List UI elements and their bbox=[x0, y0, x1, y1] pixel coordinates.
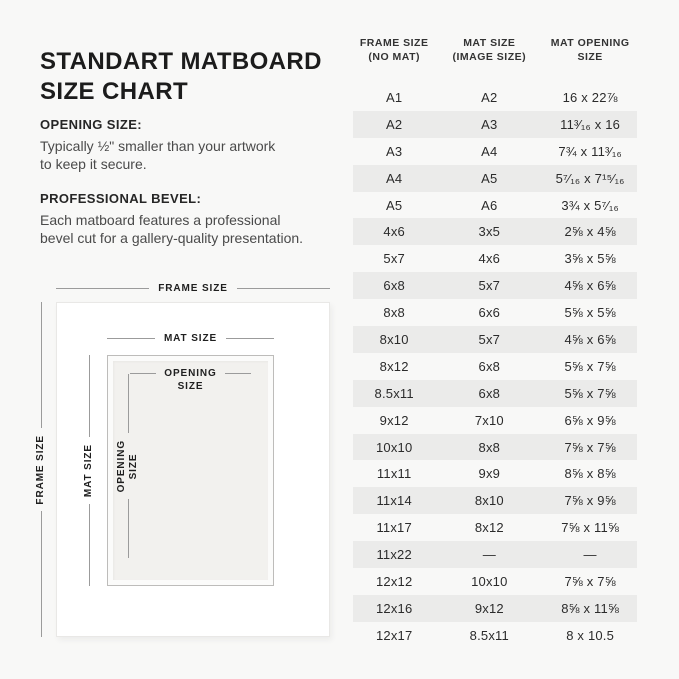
page-title-line1: STANDART MATBOARD bbox=[40, 48, 322, 76]
column-header-mat-opening-size bbox=[543, 36, 637, 64]
cell-frame-size: 12x12 bbox=[375, 573, 413, 589]
mat-size-label-text: MAT SIZE bbox=[163, 333, 218, 344]
cell-frame-size: A5 bbox=[386, 197, 403, 213]
cell-frame-size: A3 bbox=[386, 143, 403, 159]
opening-size-label-text: SIZE bbox=[177, 381, 204, 392]
cell-mat-size: 9x9 bbox=[478, 466, 501, 482]
cell-frame-size: 8.5x11 bbox=[374, 385, 414, 401]
cell-frame-size: 10x10 bbox=[375, 439, 413, 455]
cell-mat-opening-size: 5⅝ x 5⅝ bbox=[564, 305, 616, 321]
cell-mat-size: 10x10 bbox=[471, 573, 508, 589]
cell-mat-opening-size: 7⅝ x 7⅝ bbox=[564, 573, 616, 589]
column-header-line: FRAME SIZE bbox=[359, 37, 429, 49]
cell-frame-size: A2 bbox=[386, 116, 403, 132]
cell-mat-opening-size: 5⅝ x 7⅝ bbox=[564, 385, 616, 401]
table-row bbox=[353, 326, 637, 353]
cell-frame-size: 6x8 bbox=[383, 278, 405, 294]
diagram-mat-size-label-vertical bbox=[77, 355, 101, 586]
cell-mat-size: 8.5x11 bbox=[469, 627, 509, 643]
cell-mat-size: 8x10 bbox=[474, 493, 504, 509]
table-row bbox=[353, 84, 637, 111]
cell-mat-opening-size: 4⅝ x 6⅝ bbox=[564, 278, 616, 294]
mat-size-label-text: MAT SIZE bbox=[83, 443, 94, 498]
table-row bbox=[353, 165, 637, 192]
cell-frame-size: 8x10 bbox=[379, 331, 409, 347]
section-opening-size bbox=[40, 117, 352, 173]
cell-frame-size: 9x12 bbox=[379, 412, 409, 428]
diagram-frame-size-label-horizontal bbox=[56, 283, 330, 294]
label-line bbox=[89, 504, 90, 586]
cell-mat-opening-size: 4⅝ x 6⅝ bbox=[564, 331, 616, 347]
table-row bbox=[353, 192, 637, 219]
cell-frame-size: 8x8 bbox=[383, 305, 405, 321]
section-opening-size-body bbox=[40, 137, 352, 173]
cell-mat-opening-size: 7⅝ x 9⅝ bbox=[564, 493, 616, 509]
section-professional-bevel-body bbox=[40, 211, 352, 247]
cell-mat-opening-size: — bbox=[583, 547, 597, 563]
cell-mat-opening-size: 5⁷⁄₁₆ x 7¹⁵⁄₁₆ bbox=[555, 170, 625, 186]
table-row bbox=[353, 541, 637, 568]
cell-frame-size: A1 bbox=[386, 89, 403, 105]
table-row bbox=[353, 380, 637, 407]
page-title-line2: SIZE CHART bbox=[40, 78, 188, 106]
label-line bbox=[56, 288, 149, 289]
cell-frame-size: 12x16 bbox=[375, 600, 413, 616]
size-table-header bbox=[353, 36, 637, 64]
cell-mat-size: 8x12 bbox=[474, 520, 504, 536]
cell-frame-size: 11x14 bbox=[376, 493, 412, 509]
label-line bbox=[128, 499, 129, 558]
cell-mat-size: — bbox=[482, 547, 496, 563]
cell-mat-opening-size: 7⅝ x 7⅝ bbox=[564, 439, 616, 455]
table-row bbox=[353, 514, 637, 541]
label-line bbox=[225, 373, 251, 374]
label-line bbox=[128, 374, 129, 433]
opening-size-label-text bbox=[116, 433, 140, 499]
column-header-line: MAT SIZE bbox=[463, 37, 516, 49]
table-row bbox=[353, 138, 637, 165]
cell-mat-size: A2 bbox=[481, 89, 498, 105]
page-title bbox=[40, 47, 322, 107]
section-opening-size-body-line2: to keep it secure. bbox=[40, 156, 147, 172]
label-line bbox=[226, 338, 274, 339]
section-professional-bevel-body-line2: bevel cut for a gallery-quality presentation. bbox=[40, 230, 304, 246]
section-opening-size-body-line1: Typically ½" smaller than your artwork bbox=[40, 138, 276, 154]
section-opening-size-heading: OPENING SIZE: bbox=[40, 117, 142, 132]
cell-mat-opening-size: 3⅝ x 5⅝ bbox=[564, 251, 616, 267]
cell-mat-size: 5x7 bbox=[478, 331, 501, 347]
cell-mat-size: 3x5 bbox=[478, 224, 501, 240]
cell-frame-size: 11x22 bbox=[376, 547, 412, 563]
cell-mat-opening-size: 7⅝ x 11⅝ bbox=[561, 520, 619, 536]
cell-frame-size: 11x11 bbox=[376, 466, 412, 482]
cell-mat-size: A5 bbox=[481, 170, 498, 186]
cell-frame-size: 8x12 bbox=[379, 358, 409, 374]
cell-mat-opening-size: 5⅝ x 7⅝ bbox=[564, 358, 616, 374]
opening-size-label-line2: SIZE bbox=[128, 453, 139, 479]
column-header-line: SIZE bbox=[577, 51, 603, 63]
table-row bbox=[353, 460, 637, 487]
table-row bbox=[353, 218, 637, 245]
table-row bbox=[353, 407, 637, 434]
cell-mat-opening-size: 11³⁄₁₆ x 16 bbox=[560, 116, 621, 132]
cell-mat-opening-size: 6⅝ x 9⅝ bbox=[564, 412, 616, 428]
cell-frame-size: A4 bbox=[386, 170, 403, 186]
table-row bbox=[353, 487, 637, 514]
section-professional-bevel-heading: PROFESSIONAL BEVEL: bbox=[40, 191, 202, 206]
cell-mat-opening-size: 7¾ x 11³⁄₁₆ bbox=[558, 143, 622, 159]
cell-mat-opening-size: 3¾ x 5⁷⁄₁₆ bbox=[561, 197, 619, 213]
cell-mat-size: 4x6 bbox=[478, 251, 501, 267]
cell-mat-size: 7x10 bbox=[474, 412, 504, 428]
label-line bbox=[89, 355, 90, 437]
diagram-frame-size-label-vertical bbox=[29, 302, 53, 637]
cell-mat-size: 5x7 bbox=[478, 278, 501, 294]
table-row bbox=[353, 595, 637, 622]
table-row bbox=[353, 111, 637, 138]
table-row bbox=[353, 245, 637, 272]
opening-size-label-line1: OPENING bbox=[116, 439, 127, 493]
cell-mat-opening-size: 16 x 22⅞ bbox=[562, 89, 618, 105]
cell-mat-opening-size: 8 x 10.5 bbox=[566, 627, 615, 643]
cell-frame-size: 12x17 bbox=[375, 627, 413, 643]
diagram-mat-size-label-horizontal bbox=[107, 333, 274, 344]
cell-mat-size: A3 bbox=[481, 116, 498, 132]
frame-size-label-text: FRAME SIZE bbox=[158, 283, 228, 294]
column-header-line: (IMAGE SIZE) bbox=[452, 51, 527, 63]
opening-size-label-text: OPENING bbox=[164, 368, 217, 379]
cell-mat-opening-size: 2⅝ x 4⅝ bbox=[564, 224, 616, 240]
cell-mat-size: 6x8 bbox=[478, 385, 501, 401]
label-line bbox=[237, 288, 330, 289]
table-row bbox=[353, 622, 637, 649]
cell-frame-size: 11x17 bbox=[376, 520, 412, 536]
cell-mat-opening-size: 8⅝ x 8⅝ bbox=[564, 466, 616, 482]
cell-mat-size: 8x8 bbox=[478, 439, 501, 455]
cell-mat-size: 6x6 bbox=[478, 305, 501, 321]
section-professional-bevel bbox=[40, 191, 352, 247]
table-row bbox=[353, 299, 637, 326]
diagram-opening-size-label-vertical bbox=[115, 374, 141, 558]
table-row bbox=[353, 568, 637, 595]
section-professional-bevel-body-line1: Each matboard features a professional bbox=[40, 212, 281, 228]
label-line bbox=[107, 338, 155, 339]
cell-frame-size: 4x6 bbox=[383, 224, 405, 240]
table-row bbox=[353, 353, 637, 380]
cell-mat-size: A6 bbox=[481, 197, 498, 213]
cell-mat-opening-size: 8⅝ x 11⅝ bbox=[561, 600, 619, 616]
column-header-line: MAT OPENING bbox=[550, 37, 630, 49]
column-header-line: (NO MAT) bbox=[368, 51, 420, 63]
cell-frame-size: 5x7 bbox=[383, 251, 405, 267]
cell-mat-size: 9x12 bbox=[474, 600, 504, 616]
label-line bbox=[41, 302, 42, 428]
cell-mat-size: A4 bbox=[481, 143, 498, 159]
column-header-mat-size bbox=[435, 36, 543, 64]
table-row bbox=[353, 272, 637, 299]
frame-size-label-text: FRAME SIZE bbox=[35, 434, 46, 505]
label-line bbox=[41, 511, 42, 637]
cell-mat-size: 6x8 bbox=[478, 358, 501, 374]
table-row bbox=[353, 434, 637, 461]
size-table-body bbox=[353, 84, 637, 649]
column-header-frame-size bbox=[353, 36, 435, 64]
